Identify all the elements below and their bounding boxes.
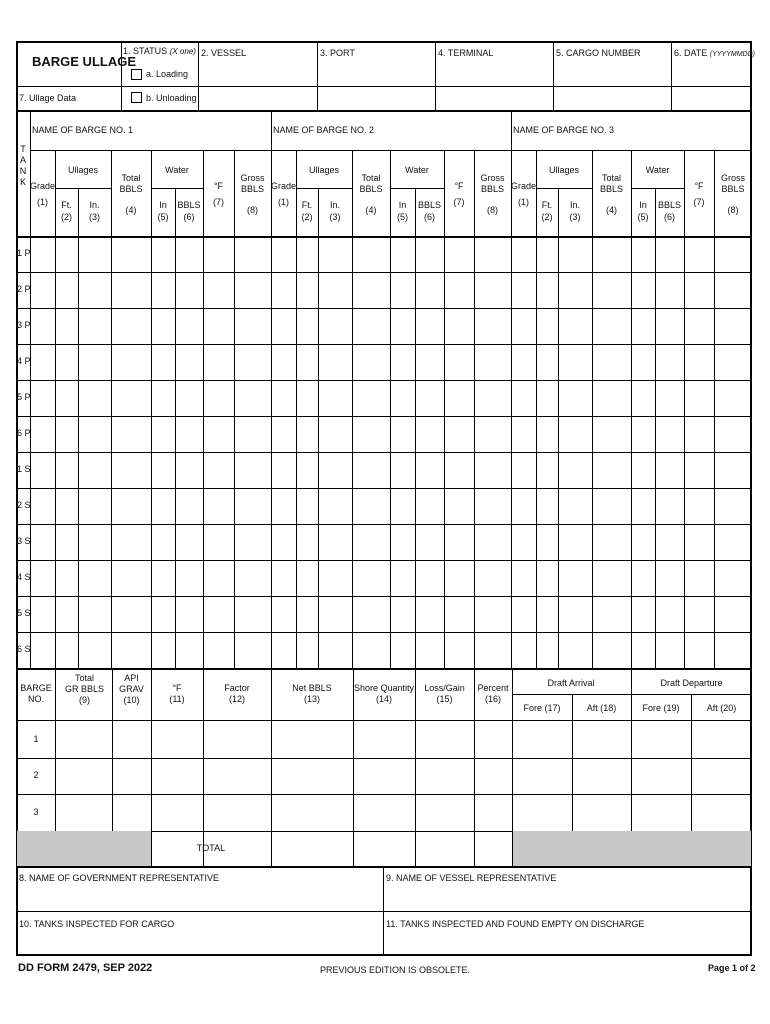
grid-line	[572, 694, 573, 831]
grid-line	[536, 188, 592, 189]
ft-num: (2)	[61, 212, 72, 222]
grade-num: (1)	[278, 197, 289, 207]
grid-line	[536, 150, 537, 668]
total-bbls-header: Total BBLS	[119, 173, 143, 194]
ft-num: (2)	[541, 212, 553, 222]
date-input[interactable]	[672, 62, 750, 82]
grid-line	[203, 150, 204, 668]
form-title: BARGE ULLAGE	[32, 54, 136, 69]
water-bbls-num: (6)	[424, 212, 435, 222]
gross-bbls-header: Gross BBLS	[720, 173, 745, 194]
grid-line	[390, 150, 391, 668]
grid-line	[296, 150, 297, 668]
in-num: (3)	[329, 212, 341, 222]
water-in-num: (5)	[157, 212, 169, 222]
vessel-rep-input[interactable]	[385, 886, 750, 908]
grade-header: Grade	[511, 181, 537, 191]
grid-line	[30, 150, 752, 151]
terminal-input[interactable]	[436, 62, 552, 82]
gov-rep-label: 8. NAME OF GOVERNMENT REPRESENTATIVE	[19, 873, 220, 883]
fore-17-header: Fore (17)	[523, 703, 561, 713]
port-label: 3. PORT	[320, 48, 355, 58]
grid-line	[17, 236, 752, 238]
barge-name-label: NAME OF BARGE NO. 3	[513, 125, 615, 135]
grid-line	[474, 150, 475, 668]
grid-line	[511, 110, 512, 668]
summary-row-label: 1	[33, 734, 39, 744]
ullage-data-label: 7. Ullage Data	[19, 93, 77, 103]
draft-departure-header: Draft Departure	[660, 678, 723, 688]
grid-line	[444, 150, 445, 668]
vessel-label: 2. VESSEL	[201, 48, 247, 58]
total-bbls-header: Total BBLS	[599, 173, 623, 194]
status-label: 1. STATUS (X one)	[123, 46, 196, 56]
grade-header: Grade	[30, 181, 56, 191]
grid-line	[17, 416, 752, 417]
grid-line	[30, 110, 31, 668]
grade-num: (1)	[518, 197, 529, 207]
loading-checkbox[interactable]	[131, 69, 142, 80]
total-num: (4)	[606, 205, 617, 215]
tank-row-label: 4 S	[17, 572, 31, 582]
grid-line	[17, 380, 752, 381]
total-shade-left	[17, 831, 151, 866]
grid-line	[17, 308, 752, 309]
temp-header: °F	[213, 181, 224, 191]
grid-line	[55, 188, 111, 189]
gross-bbls-header: Gross BBLS	[480, 173, 505, 194]
ft-num: (2)	[301, 212, 313, 222]
grid-line	[17, 720, 752, 721]
page-number: Page 1 of 2	[708, 963, 756, 973]
gross-bbls-header: Gross BBLS	[240, 173, 265, 194]
total-shade-right	[513, 831, 751, 866]
tank-row-label: 6 S	[17, 644, 31, 654]
total-num: (4)	[365, 205, 377, 215]
tank-row-label: 3 S	[17, 536, 31, 546]
fore-19-header: Fore (19)	[642, 703, 680, 713]
water-bbls-header: BBLS	[177, 200, 201, 210]
tanks-cargo-label: 10. TANKS INSPECTED FOR CARGO	[19, 919, 175, 929]
ft-header: Ft.	[301, 200, 313, 210]
grid-line	[55, 150, 56, 668]
tank-row-label: 2 P	[17, 284, 31, 294]
terminal-label: 4. TERMINAL	[438, 48, 494, 58]
grid-line	[17, 668, 752, 670]
total-bbls-header: Total BBLS	[359, 173, 383, 194]
grade-header: Grade	[271, 181, 297, 191]
barge-name-label: NAME OF BARGE NO. 2	[273, 125, 375, 135]
water-in-header: In	[639, 200, 647, 210]
grid-line	[17, 524, 752, 525]
water-bbls-num: (6)	[664, 212, 675, 222]
grid-line	[17, 110, 752, 112]
grid-line	[17, 560, 752, 561]
total-gr-bbls-header: Total GR BBLS (9)	[64, 673, 104, 705]
gross-num: (8)	[727, 205, 739, 215]
obsolete-notice: PREVIOUS EDITION IS OBSOLETE.	[320, 965, 471, 975]
grid-line	[234, 150, 235, 668]
water-in-header: In	[159, 200, 167, 210]
water-bbls-header: BBLS	[657, 200, 681, 210]
grid-line	[631, 188, 684, 189]
tank-row-label: 1 S	[17, 464, 31, 474]
date-label: 6. DATE (YYYYMMDD)	[674, 48, 755, 58]
in-header: In.	[329, 200, 340, 210]
grid-line	[78, 188, 79, 668]
grid-line	[296, 188, 352, 189]
water-bbls-header: BBLS	[417, 200, 441, 210]
barge-no-header: BARGE NO.	[20, 683, 52, 704]
summary-row-label: 2	[33, 770, 39, 780]
ft-header: Ft.	[541, 200, 553, 210]
temp-num: (7)	[693, 197, 705, 207]
percent-header: Percent (16)	[477, 683, 509, 704]
grid-line	[318, 188, 319, 668]
barge-name-label: NAME OF BARGE NO. 1	[32, 125, 134, 135]
grid-line	[17, 632, 752, 633]
grid-line	[714, 150, 715, 668]
temp-num: (7)	[453, 197, 465, 207]
grid-line	[17, 86, 198, 87]
grid-line	[17, 866, 752, 868]
tank-row-label: 5 S	[17, 608, 31, 618]
tank-row-label: 4 P	[17, 356, 31, 366]
water-header: Water	[405, 165, 429, 175]
factor-header: Factor (12)	[224, 683, 250, 704]
grid-line	[111, 150, 112, 668]
grid-line	[558, 188, 559, 668]
grid-line	[592, 150, 593, 668]
gov-rep-input[interactable]	[18, 886, 382, 908]
tank-label: T A N K	[19, 144, 27, 187]
grid-line	[415, 188, 416, 668]
temp-num: (7)	[213, 197, 224, 207]
api-grav-header: API GRAV (10)	[119, 673, 144, 705]
grid-line	[17, 596, 752, 597]
water-bbls-num: (6)	[183, 212, 195, 222]
in-header: In.	[569, 200, 580, 210]
cargo-number-input[interactable]	[554, 62, 670, 82]
aft-20-header: Aft (20)	[706, 703, 737, 713]
tank-row-label: 2 S	[17, 500, 31, 510]
grid-line	[17, 344, 752, 345]
grid-line	[175, 188, 176, 668]
ft-header: Ft.	[61, 200, 72, 210]
unloading-checkbox[interactable]	[131, 92, 142, 103]
unloading-label: b. Unloading	[146, 93, 197, 103]
cargo-number-label: 5. CARGO NUMBER	[556, 48, 641, 58]
grid-line	[691, 694, 692, 831]
ullages-header: Ullages	[548, 165, 579, 175]
grid-line	[631, 150, 632, 668]
grid-line	[151, 188, 203, 189]
in-header: In.	[89, 200, 100, 210]
total-num: (4)	[125, 205, 137, 215]
temp-header-11: °F (11)	[169, 683, 185, 704]
draft-arrival-header: Draft Arrival	[547, 678, 595, 688]
grid-line	[17, 911, 752, 912]
water-header: Water	[165, 165, 189, 175]
grid-line	[655, 188, 656, 668]
tank-row-label: 1 P	[17, 248, 31, 258]
water-in-num: (5)	[397, 212, 408, 222]
ullages-header: Ullages	[67, 165, 98, 175]
tank-row-label: 5 P	[17, 392, 31, 402]
net-bbls-header: Net BBLS (13)	[292, 683, 332, 704]
shore-quantity-header: Shore Quantity (14)	[353, 683, 415, 704]
total-label: TOTAL	[196, 843, 226, 853]
tanks-empty-input[interactable]	[385, 932, 750, 954]
grid-line	[17, 794, 752, 795]
form-id: DD FORM 2479, SEP 2022	[18, 962, 153, 974]
loss-gain-header: Loss/Gain (15)	[424, 683, 465, 704]
grid-line	[151, 150, 152, 668]
grid-line	[390, 188, 444, 189]
gross-num: (8)	[487, 205, 498, 215]
grid-line	[17, 272, 752, 273]
loading-label: a. Loading	[146, 69, 189, 79]
grid-line	[512, 694, 752, 695]
grid-line	[17, 452, 752, 453]
grid-line	[684, 150, 685, 668]
tanks-cargo-input[interactable]	[18, 932, 382, 954]
vessel-input[interactable]	[199, 62, 315, 82]
grid-line	[271, 110, 272, 668]
aft-18-header: Aft (18)	[586, 703, 617, 713]
vessel-rep-label: 9. NAME OF VESSEL REPRESENTATIVE	[386, 873, 557, 883]
port-input[interactable]	[318, 62, 434, 82]
tanks-empty-label: 11. TANKS INSPECTED AND FOUND EMPTY ON DISCHARGE	[386, 919, 645, 929]
water-header: Water	[645, 165, 670, 175]
ullages-header: Ullages	[308, 165, 339, 175]
summary-row-label: 3	[33, 807, 39, 817]
in-num: (3)	[89, 212, 100, 222]
temp-header: °F	[454, 181, 464, 191]
gross-num: (8)	[247, 205, 258, 215]
water-in-num: (5)	[637, 212, 649, 222]
grid-line	[17, 488, 752, 489]
grid-line	[17, 758, 752, 759]
tank-row-label: 6 P	[17, 428, 31, 438]
in-num: (3)	[569, 212, 581, 222]
tank-row-label: 3 P	[17, 320, 31, 330]
grade-num: (1)	[37, 197, 48, 207]
grid-line	[352, 150, 353, 668]
temp-header: °F	[694, 181, 704, 191]
water-in-header: In	[398, 200, 407, 210]
